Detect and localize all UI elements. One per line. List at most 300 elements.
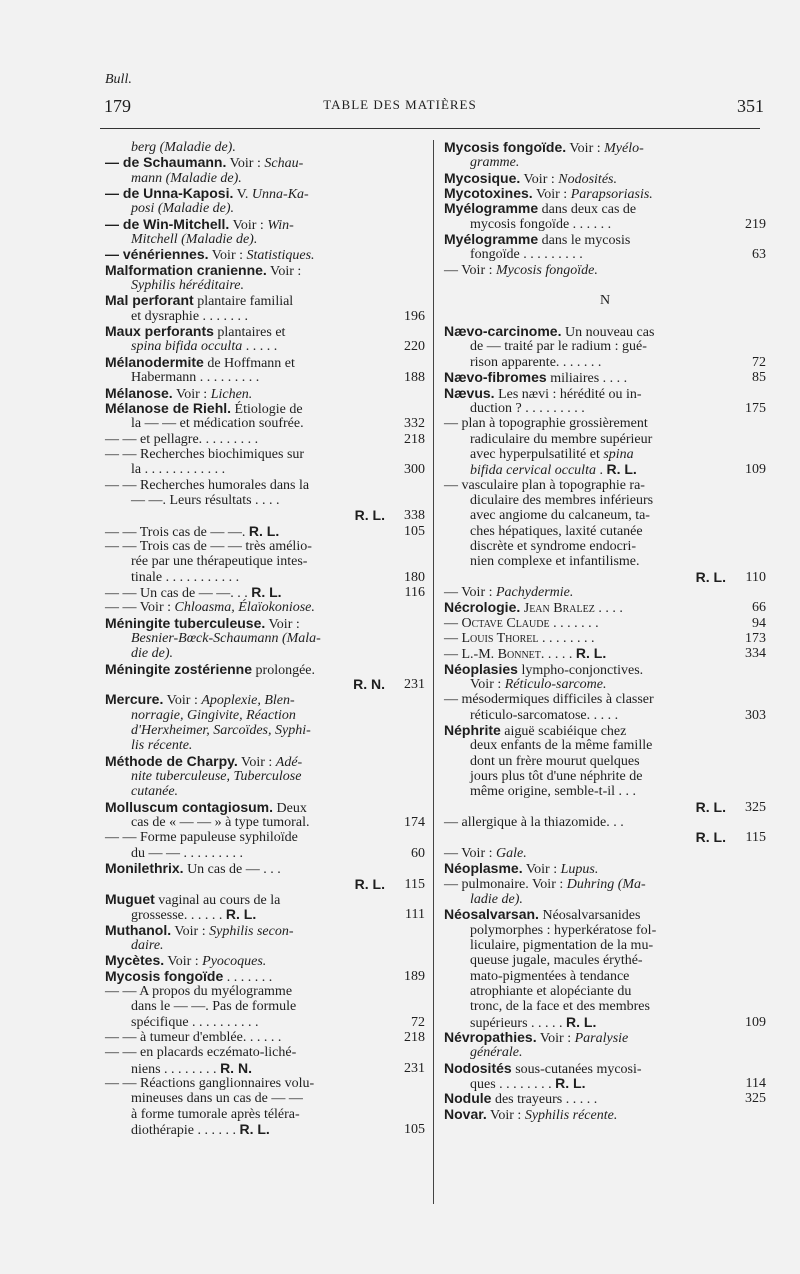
cross-reference: Mitchell (Maladie de). (131, 232, 258, 248)
page-reference: 174 (404, 815, 425, 831)
index-text (470, 1045, 522, 1060)
index-text-segment: — — Forme papuleuse syphiloïde (105, 830, 298, 846)
index-text (105, 539, 312, 554)
index-line (444, 646, 766, 661)
index-text-segment: V. (233, 187, 252, 203)
index-term: R. N. (220, 1059, 252, 1076)
index-text-segment: — pulmonaire. Voir : (444, 876, 567, 892)
index-text (105, 754, 302, 770)
cross-reference: d'Herxheimer, Sarcoïdes, Syphi- (131, 723, 311, 739)
index-text-segment: Voir : (229, 217, 268, 233)
index-text-segment: Étiologie de (231, 401, 303, 417)
index-line (444, 877, 766, 892)
index-line (105, 493, 425, 508)
index-text-segment: avec hyperpulsatilité et (470, 446, 604, 462)
index-text-segment: tronc, de la face et des membres (470, 999, 650, 1015)
index-text-segment: la . . . . . . . . . . . . (131, 462, 226, 478)
cross-reference: norragie, Gingivite, Réaction (131, 707, 296, 723)
index-line (105, 201, 425, 216)
index-line (444, 830, 766, 845)
index-term: — de Schaumann. (105, 154, 227, 171)
index-text (131, 462, 225, 477)
index-text-segment: — Voir : (444, 584, 496, 600)
index-text (470, 892, 523, 907)
index-text (444, 1030, 628, 1046)
index-text (470, 539, 636, 554)
index-line (105, 293, 425, 308)
index-text (131, 201, 234, 216)
index-text (131, 171, 242, 186)
index-term: R. L. (239, 1121, 270, 1137)
index-text (444, 201, 636, 217)
index-text-segment: la — — et médication soufrée. (131, 416, 304, 432)
index-text-segment: radiculaire du membre supérieur (470, 431, 653, 447)
index-line (105, 938, 425, 953)
index-line (105, 539, 425, 554)
index-line (444, 462, 766, 477)
index-text-segment: — — Trois cas de — —. (105, 524, 249, 540)
index-term: R. L. (606, 461, 637, 478)
cross-reference: gramme. (470, 155, 520, 171)
index-line (444, 692, 766, 707)
page-reference: 173 (745, 631, 766, 646)
index-text-segment: . (595, 463, 607, 479)
index-line (444, 861, 766, 876)
index-term: R. L. (575, 645, 607, 662)
index-line (444, 508, 766, 523)
index-line (105, 1015, 425, 1030)
index-text (444, 815, 624, 830)
index-term: Néoplasme. (444, 860, 523, 877)
index-line (444, 217, 766, 232)
index-term: — de Win-Mitchell. (105, 215, 230, 232)
index-term: — de Unna-Kaposi. (105, 185, 234, 202)
index-term: Myélogramme (444, 200, 539, 217)
index-line (105, 186, 425, 201)
index-line (105, 217, 425, 232)
index-text-segment: dans le mycosis (538, 233, 631, 249)
cross-reference: Mycosis fongoïde. (496, 262, 598, 278)
index-text-segment: Habermann . . . . . . . . . (131, 370, 260, 386)
index-line (444, 386, 766, 401)
index-text (470, 508, 650, 523)
index-text-segment: . . . . (594, 601, 623, 617)
index-text (131, 370, 259, 385)
index-text (105, 984, 292, 999)
index-text (105, 800, 307, 816)
index-term: — vénériennes. (105, 246, 209, 263)
cross-reference: Gale. (496, 845, 527, 861)
index-line (105, 708, 425, 723)
index-text (131, 339, 277, 354)
index-text (444, 600, 623, 616)
index-text-segment: nien complexe et infantilisme. (470, 554, 640, 570)
page-reference: 105 (404, 1122, 425, 1137)
index-text (696, 830, 726, 846)
page-reference: 85 (752, 370, 766, 386)
index-text-segment: supérieurs . . . . . (470, 1015, 567, 1031)
right-column (444, 140, 766, 1122)
bull-annotation: Bull. (105, 72, 132, 87)
index-text-segment: . . . . . (242, 339, 278, 355)
index-text (105, 324, 285, 340)
index-text (444, 324, 654, 340)
index-text-segment: — — A propos du myélogramme (105, 983, 293, 999)
index-text-segment: N (599, 293, 611, 309)
index-text-segment: Voir : (522, 862, 561, 878)
index-line (444, 631, 766, 646)
index-text-segment: — — Voir : (105, 600, 175, 616)
index-text-segment: ches hépatiques, laxité cutanée (470, 523, 643, 539)
index-text (470, 754, 640, 769)
index-text-segment: de — traité par le radium : gué- (470, 339, 647, 355)
page-reference: 338 (404, 508, 425, 524)
page-reference: 94 (752, 615, 766, 631)
cross-reference: Unna-Ka- (251, 187, 309, 203)
index-text (105, 432, 258, 447)
index-text-segment: discrète et syndrome endocri- (470, 538, 636, 554)
index-text (444, 877, 646, 892)
index-line (105, 155, 425, 170)
index-text-segment: Voir : (470, 677, 505, 693)
index-line (444, 585, 766, 600)
index-term: Méningite zostérienne (105, 660, 253, 677)
index-text-segment: liculaire, pigmentation de la mu- (470, 937, 654, 953)
index-text-segment: mineuses dans un cas de — — (131, 1091, 303, 1107)
index-line (105, 370, 425, 385)
index-text-segment: jours plus tôt d'une néphrite de (470, 769, 643, 785)
index-text-segment: Bonnet (497, 647, 541, 663)
index-term: Mélanodermite (105, 353, 204, 370)
index-line (105, 677, 425, 692)
index-text-segment: — — en placards eczémato-liché- (105, 1045, 297, 1061)
index-line (105, 171, 425, 186)
cross-reference: Besnier-Bœck-Schaumann (Mala- (131, 631, 321, 646)
index-text (470, 493, 653, 508)
header-rule (100, 128, 760, 129)
index-text (444, 723, 626, 739)
index-line (444, 554, 766, 569)
index-text-segment: lympho-conjonctives. (517, 662, 644, 678)
index-text-segment: — Voir : (444, 262, 496, 278)
index-line (444, 616, 766, 631)
index-text-segment: deux enfants de la même famille (470, 738, 653, 754)
index-text (470, 984, 631, 999)
index-term: Mélanose de Riehl. (105, 399, 232, 416)
page-reference: 189 (404, 968, 425, 984)
cross-reference: Réticulo-sarcome. (504, 677, 607, 693)
index-text (131, 232, 257, 247)
index-text-segment: — Voir : (444, 845, 496, 861)
index-line (105, 738, 425, 753)
page-reference: 115 (745, 830, 766, 846)
right-page-number: 351 (737, 96, 764, 116)
index-text-segment: dont un frère mourut quelques (470, 753, 640, 769)
index-line (444, 247, 766, 262)
cross-reference: nite tuberculeuse, Tuberculose (131, 769, 302, 785)
index-text (470, 969, 629, 984)
cross-reference: Pachydermie. (496, 584, 574, 600)
index-line (105, 953, 425, 968)
index-line (105, 877, 425, 892)
index-text-segment: Voir : (520, 171, 559, 187)
index-term: Nécrologie. (444, 599, 521, 616)
index-text-segment: — allergique à la thiazomide. . . (444, 815, 624, 831)
index-text (131, 846, 243, 861)
index-term: Muthanol. (105, 921, 172, 938)
index-text (105, 662, 315, 678)
cross-reference: Win- (267, 217, 294, 233)
index-text (696, 800, 726, 816)
index-line (444, 140, 766, 155)
cross-reference: posi (Maladie de). (131, 201, 235, 217)
index-text-segment: plantaire familial (193, 294, 294, 310)
index-line (105, 570, 425, 585)
index-text (355, 508, 385, 524)
index-line (444, 815, 766, 830)
index-line (444, 478, 766, 493)
index-line (105, 309, 425, 324)
index-text-segment: — L.-M. (444, 647, 498, 663)
index-line (105, 447, 425, 462)
index-text (444, 631, 595, 646)
index-line (105, 1061, 425, 1076)
index-term: Mycètes. (105, 952, 165, 969)
index-text (105, 1030, 281, 1045)
index-text-segment: Voir : (536, 1030, 575, 1046)
index-text-segment: Voir : (532, 187, 571, 203)
index-line (444, 1015, 766, 1030)
index-text (105, 478, 309, 493)
page-reference: 111 (405, 907, 425, 923)
index-text-segment: Voir : (486, 1107, 525, 1123)
index-term: Mal perforant (105, 292, 194, 309)
index-line (105, 1076, 425, 1091)
index-text (470, 923, 656, 938)
index-term: R. L. (695, 829, 726, 846)
index-line (444, 907, 766, 922)
index-line (105, 247, 425, 262)
index-text-segment: vaginal au cours de la (154, 892, 281, 908)
index-line (444, 355, 766, 370)
index-text (696, 570, 726, 586)
index-text-segment: ques . . . . . . . . (470, 1076, 556, 1092)
index-line (444, 769, 766, 784)
index-line (105, 432, 425, 447)
index-text (105, 355, 295, 371)
index-line (444, 723, 766, 738)
cross-reference: Chloasma, Élaïokoniose. (174, 600, 315, 616)
index-text (131, 708, 296, 723)
index-text (105, 155, 303, 171)
index-text-segment: réticulo-sarcomatose. . . . . (470, 707, 619, 723)
cross-reference: Nodosités. (558, 171, 617, 187)
index-line (444, 263, 766, 278)
index-text (131, 140, 236, 155)
index-line (444, 984, 766, 999)
index-text-segment: rée par une thérapeutique intes- (131, 554, 308, 570)
index-term: R. L. (354, 507, 385, 524)
index-text (105, 217, 294, 233)
index-text-segment: diculaire des membres inférieurs (470, 492, 654, 508)
page-reference: 219 (745, 216, 766, 232)
index-line (105, 969, 425, 984)
index-line (105, 1107, 425, 1122)
index-text-segment: . . . . . (540, 647, 576, 663)
index-term: R. N. (353, 676, 385, 693)
index-text (105, 401, 303, 417)
index-text (444, 1061, 642, 1077)
index-line (444, 171, 766, 186)
index-line (444, 232, 766, 247)
index-text (131, 278, 244, 293)
index-text-segment: — — et pellagre. . . . . . . . . (105, 431, 259, 447)
index-text (600, 293, 610, 308)
index-line (105, 800, 425, 815)
index-text (105, 830, 298, 845)
index-text (470, 247, 583, 262)
index-line (105, 401, 425, 416)
index-text (444, 585, 573, 600)
index-line (105, 462, 425, 477)
index-text-segment: Deux (273, 800, 307, 816)
index-line (105, 784, 425, 799)
index-text (355, 877, 385, 893)
index-text (131, 1061, 252, 1077)
index-text (131, 815, 309, 830)
index-line (105, 140, 425, 155)
index-line (444, 738, 766, 753)
index-text (105, 616, 300, 632)
index-text-segment: — — Un cas de — —. . . (105, 585, 252, 601)
index-line (105, 692, 425, 707)
page-reference: 218 (404, 1029, 425, 1045)
index-term: Mycotoxines. (444, 185, 533, 202)
index-text-segment: — plan à topographie grossièrement (444, 416, 648, 432)
index-line (105, 278, 425, 293)
page-reference: 231 (404, 677, 425, 693)
cross-reference: Syphilis héréditaire. (131, 278, 245, 294)
index-text-segment: de Hoffmann et (203, 355, 295, 371)
index-text (470, 155, 519, 170)
index-text-segment: miliaires . . . . (546, 371, 628, 387)
index-text (470, 462, 637, 478)
index-text-segment: . . . . . . . . (538, 631, 595, 646)
index-term: Nodosités (444, 1059, 512, 1076)
index-text-segment: Louis Thorel (461, 631, 539, 646)
index-line (105, 984, 425, 999)
index-term: Nævo-fibromes (444, 369, 547, 386)
index-text (470, 677, 606, 692)
index-line (444, 846, 766, 861)
index-text-segment: Voir : (266, 263, 302, 279)
index-line (444, 800, 766, 815)
index-text-segment: Voir : (208, 248, 247, 264)
index-line (105, 861, 425, 876)
index-text (131, 1107, 300, 1122)
index-term: Néphrite (444, 722, 501, 739)
cross-reference: lis récente. (131, 738, 193, 754)
index-text-segment: avec angiome du calcaneum, ta- (470, 508, 650, 524)
spacer (444, 309, 766, 324)
index-text (131, 1122, 270, 1138)
cross-reference: Schau- (264, 156, 304, 172)
index-text-segment: atrophiante et alopéciante du (470, 983, 632, 999)
index-text (470, 953, 643, 968)
index-text (444, 692, 654, 707)
index-text (470, 217, 611, 232)
page-reference: 72 (411, 1014, 425, 1030)
index-line (105, 600, 425, 615)
index-term: Muguet (105, 890, 155, 907)
cross-reference: spina bifida occulta (131, 339, 243, 355)
index-text (470, 432, 652, 447)
index-text-segment: Un cas de — . . . (183, 862, 281, 878)
index-line (444, 570, 766, 585)
index-text-segment: dans deux cas de (538, 202, 637, 218)
index-line (444, 524, 766, 539)
index-line (444, 432, 766, 447)
cross-reference: cutanée. (131, 784, 179, 800)
index-line (444, 662, 766, 677)
cross-reference: Myélo- (604, 141, 644, 156)
index-text (131, 784, 178, 799)
index-text (105, 861, 281, 877)
index-term: Monilethrix. (105, 860, 184, 877)
page-reference: 334 (745, 646, 766, 662)
cross-reference: berg (Maladie de). (131, 140, 236, 155)
index-term: Méthode de Charpy. (105, 752, 238, 769)
index-text-segment: Voir : (265, 616, 300, 632)
column-divider (433, 140, 434, 1204)
index-text-segment: et dysraphie . . . . . . . (131, 308, 249, 324)
index-line (105, 830, 425, 845)
cross-reference: Syphilis récente. (524, 1107, 618, 1123)
page-reference: 325 (745, 1091, 766, 1107)
index-line (105, 1045, 425, 1060)
index-term: R. L. (248, 522, 280, 539)
cross-reference: Lupus. (560, 862, 599, 878)
index-line (444, 953, 766, 968)
cross-reference: mann (Maladie de). (131, 170, 242, 186)
index-text-segment: duction ? . . . . . . . . . (470, 400, 585, 416)
index-term: Molluscum contagiosum. (105, 798, 274, 815)
index-line (105, 616, 425, 631)
index-term: Mycosis fongoïde. (444, 139, 567, 155)
index-line (105, 263, 425, 278)
page-reference: 332 (404, 416, 425, 432)
index-text-segment: du — — . . . . . . . . . (131, 845, 243, 861)
page-reference: 188 (404, 370, 425, 386)
index-line (444, 416, 766, 431)
index-text-segment: — — Recherches biochimiques sur (105, 446, 305, 462)
index-text (444, 140, 644, 156)
index-text (353, 677, 385, 693)
index-text (131, 938, 164, 953)
cross-reference: ladie de). (470, 891, 523, 907)
index-line (444, 155, 766, 170)
page-reference: 116 (404, 584, 425, 600)
page-reference: 110 (745, 569, 766, 585)
index-term: R. L. (566, 1013, 597, 1030)
index-line (444, 339, 766, 354)
index-term: Mercure. (105, 691, 164, 708)
index-text-segment: Voir : (566, 141, 605, 156)
index-text-segment: — (444, 615, 462, 631)
index-line (105, 646, 425, 661)
index-term: R. L. (555, 1074, 586, 1091)
index-text-segment: Octave Claude (461, 615, 550, 631)
